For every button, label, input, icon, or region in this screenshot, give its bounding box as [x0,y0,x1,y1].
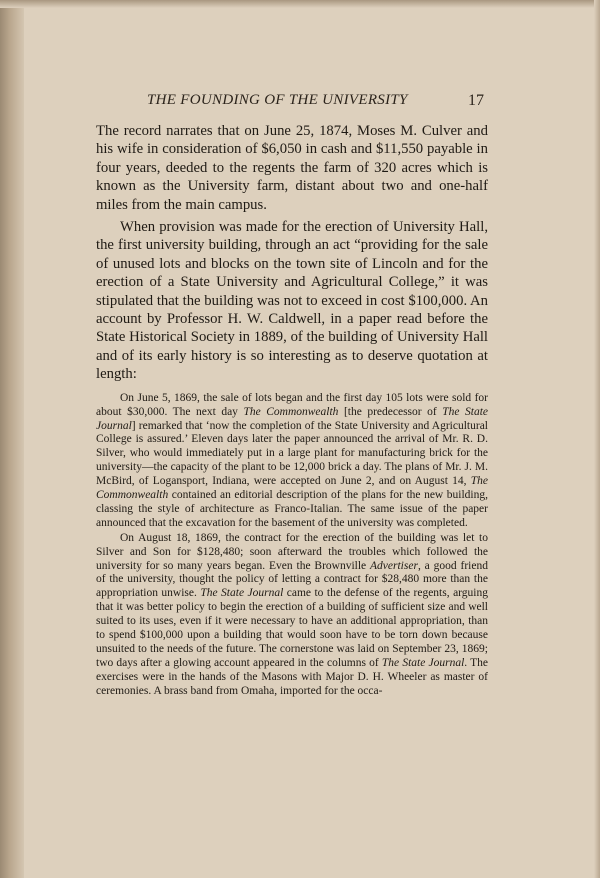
quote-paragraph [96,392,488,531]
running-head: THE FOUNDING OF THE UNIVERSITY [147,92,408,108]
newspaper-title: The Commonwealth [243,405,339,418]
main-text [96,122,488,384]
newspaper-title: The State Journal [96,405,488,432]
quote-text: came to the defense of the regents, arguing that it was better policy to begin the erection of a building of sufficient size and well suited to its uses, even if it were necessary to have an additional appropriation, than to spend $100,000 upon a building that would soon have to be torn down because unsuited to the needs of the future. The cornerstone was laid on September 23, 1869; two days after a glowing account appeared in the columns of [96,587,488,669]
quote-paragraph [96,532,488,699]
quote-text: ] remarked that ‘now the completion of the State University and Agricultural College is assured.’ Eleven days later the paper announced the arrival of Mr. R. D. Silver, who would immediately put in a large plant for manufacturing brick for the university—the capacity of the plant to be 12,000 brick a day. The plans of Mr. J. M. McBird, of Logansport, Indiana, were accepted on June 2, and on August 14, [96,419,488,488]
quote-text: On August 18, 1869, the contract for the erection of the building was let to Silver and Son for $128,480; soon afterward the troubles which followed the university for so many years began. Even the Brownville [96,531,488,572]
body-text [96,122,488,699]
quote-text: contained an editorial description of the plans for the new building, classing the style of architecture as Franco-Italian. The same issue of the paper announced that the excavation for the basement of the university was completed. [96,489,488,529]
page-number: 17 [468,92,484,109]
paragraph: When provision was made for the erection of University Hall, the first university building, through an act “providing for the sale of unused lots and blocks on the town site of Lincoln and for the erection of a State University and Agricultural College,” it was stipulated that the building was not to exceed in cost $100,000. An account by Professor H. W. Caldwell, in a paper read before the State Historical Society in 1889, of the building of University Hall and of its early history is so interesting as to deserve quotation at length: [96,219,488,383]
page-right-edge [594,0,600,878]
paragraph: The record narrates that on June 25, 1874, Moses M. Culver and his wife in consideration of $6,050 in cash and $11,550 payable in four years, deeded to the regents the farm of 320 acres which is known as the University farm, distant about two and one-half miles from the main campus. [96,123,488,213]
page-top-edge [0,0,600,8]
quote-text: . The exercises were in the hands of the Masons with Major D. H. Wheeler as master of ceremonies. A brass band from Omaha, imported for the occa- [96,656,489,697]
quote-text: On June 5, 1869, the sale of lots began and the first day 105 lots were sold for about $30,000. The next day [96,391,488,418]
quote-text: [the predecessor of [338,405,443,418]
newspaper-title: The State Journal [200,587,284,600]
book-gutter [0,0,24,878]
newspaper-title: Advertiser [370,559,418,572]
newspaper-title: The State Journal [381,656,465,669]
newspaper-title: The Commonwealth [96,475,488,502]
quote-text: , a good friend of the university, thought the policy of letting a contract for $28,480 more than the appropriation unwise. [96,559,488,600]
block-quotation [96,392,488,699]
